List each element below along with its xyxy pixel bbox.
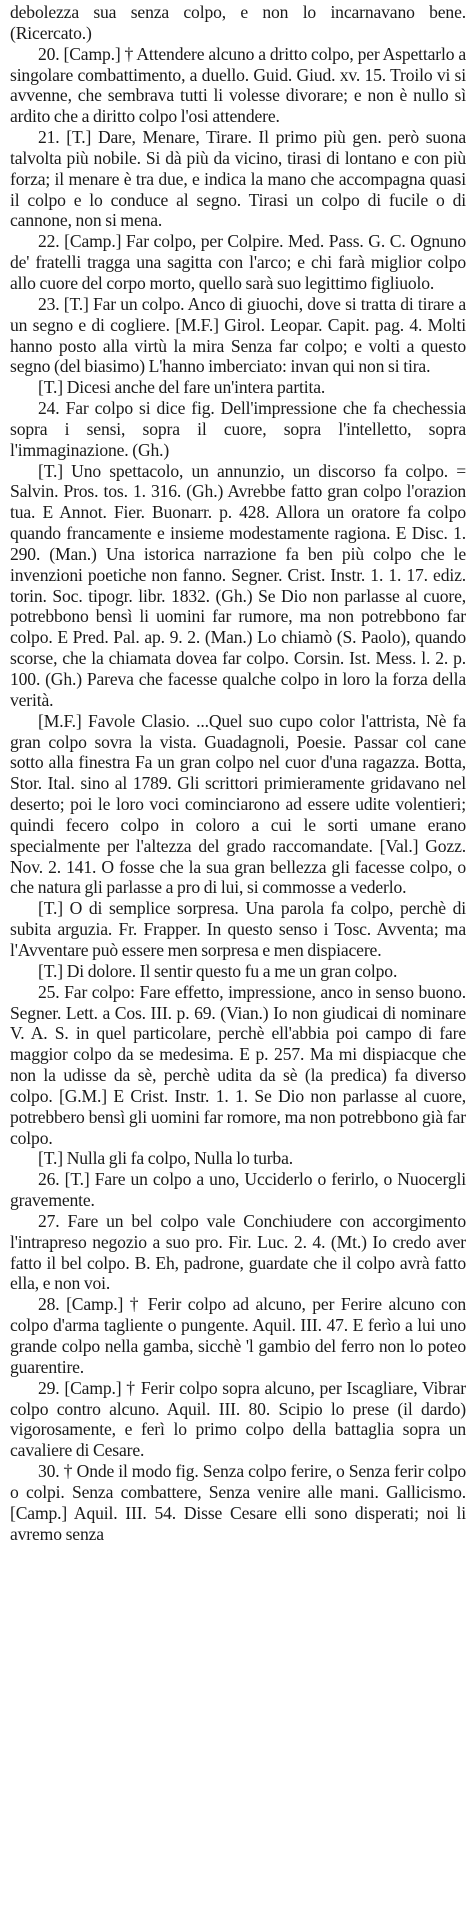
entry-paragraph: 20. [Camp.] † Attendere alcuno a dritto colpo, per Aspettarlo a singolare combattimento, a duello. Guid. Giud. xv. 15. Troilo vi si avvenne, che sembrava tutti li volesse divorare; e non è nullo sì ardito che a diritto colpo l'osi attendere. — [10, 43, 466, 127]
entry-paragraph: [T.] Dicesi anche del fare un'intera partita. — [38, 377, 326, 398]
entry-paragraph: 28. [Camp.] † Ferir colpo ad alcuno, per Ferire alcuno con colpo d'arma tagliente o pungente. Aquil. III. 47. E ferìo a lui uno grande colpo nella gamba, sicchè 'l gambio del ferro non lo poteo guarentire. — [10, 1294, 466, 1377]
entry-paragraph: [T.] O di semplice sorpresa. Una parola fa colpo, perchè di subita arguzia. Fr. Frapper. In questo senso i Tosc. Avventa; ma l'Avventare può essere men sorpresa e men dispiacere. — [10, 898, 466, 960]
entry-paragraph: debolezza sua senza colpo, e non lo incarnavano bene. (Ricercato.) — [10, 2, 466, 43]
entry-paragraph: [M.F.] Favole Clasio. ...Quel suo cupo color l'attrista, Nè fa gran colpo sovra la vista. Guadagnoli, Poesie. Passar col cane sotto alla finestra Fa un gran colpo nel cuor d'una ragazza. Botta, Stor. Ital. sino al 1789. Gli scrittori primieramente gridavano nel deserto; poi le loro voci cominciarono ad essere udite volentieri; quindi fecero colpo in coloro a cui le sorti umane erano specialmente per l'altezza del grado raccomandate. [Val.] Gozz. Nov. 2. 141. O fosse che la sua gran bellezza gli facesse colpo, o che natura gli parlasse a pro di lui, si commosse a vederlo. — [10, 710, 466, 898]
entry-paragraph: 29. [Camp.] † Ferir colpo sopra alcuno, per Iscagliare, Vibrar colpo contro alcuno. Aquil. III. 80. Scipio lo prese (il dardo) vigorosamente, e ferì lo primo colpo della battaglia sopra un cavaliere di Cesare. — [10, 1377, 466, 1461]
entry-paragraph: [T.] Nulla gli fa colpo, Nulla lo turba. — [38, 1148, 293, 1169]
entry-paragraph: [T.] Di dolore. Il sentir questo fu a me un gran colpo. — [38, 960, 398, 981]
entry-paragraph: 24. Far colpo si dice fig. Dell'impressione che fa chechessia sopra i sensi, sopra il cuore, sopra l'intelletto, sopra l'immaginazione. (Gh.) — [10, 398, 466, 460]
entry-paragraph: 21. [T.] Dare, Menare, Tirare. Il primo più gen. però suona talvolta più nobile. Si dà più da vicino, tirasi di lontano e con più forza; il menare è tra due, e indica la mano che accompagna quasi il colpo e lo conduce al segno. Tirasi un colpo di fucile o di cannone, non si mena. — [10, 127, 466, 231]
entry-paragraph: 22. [Camp.] Far colpo, per Colpire. Med. Pass. G. C. Ognuno de' fratelli tragga una sagitta con l'arco; e chi farà miglior colpo allo cuore del corpo morto, quello sarà suo legittimo figliuolo. — [10, 231, 466, 293]
entry-paragraph: [T.] Uno spettacolo, un annunzio, un discorso fa colpo. = Salvin. Pros. tos. 1. 316. (Gh.) Avrebbe fatto gran colpo l'orazion tua. E Annot. Fier. Buonarr. p. 428. Allora un oratore fa colpo quando francamente e insieme modestamente ragiona. E Disc. 1. 290. (Man.) Una istorica narrazione fa ben più colpo che le invenzioni poetiche non fanno. Segner. Crist. Instr. 1. 1. 17. ediz. torin. Soc. tipogr. libr. 1832. (Gh.) Se Dio non parlasse al cuore, potrebbono bensì li uomini far rumore, ma non potrebbono far colpo. E Pred. Pal. ap. 9. 2. (Man.) Lo chiamò (S. Paolo), quando scorse, che la chiamata dovea far colpo. Corsin. Ist. Mess. l. 2. p. 100. (Gh.) Pareva che facesse qualche colpo in loro la forza della verità. — [10, 460, 466, 710]
entry-paragraph: 27. Fare un bel colpo vale Conchiudere con accorgimento l'intrapreso negozio a suo pro. Fir. Luc. 2. 4. (Mt.) Io credo aver fatto il bel colpo. B. Eh, padrone, guardate che il colpo avrà fatto ella, e non voi. — [10, 1210, 466, 1294]
entry-paragraph: 25. Far colpo: Fare effetto, impressione, anco in senso buono. Segner. Lett. a Cos. III. p. 69. (Vian.) Io non giudicai di nominare V. A. S. in quel particolare, perchè ell'abbia poi campo di fare maggior colpo da se medesima. E p. 257. Ma mi dispiacque che non la udisse da sè, perchè udita da sè (la predica) fa diverso colpo. [G.M.] E Crist. Instr. 1. 1. Se Dio non parlasse al cuore, potrebbero bensì gli uomini far romore, ma non potrebbono già far colpo. — [10, 981, 466, 1148]
entry-paragraph: 26. [T.] Fare un colpo a uno, Ucciderlo o ferirlo, o Nuocergli gravemente. — [10, 1169, 466, 1211]
entry-paragraph: 30. † Onde il modo fig. Senza colpo ferire, o Senza ferir colpo o colpi. Senza combattere, Senza venire alle mani. Gallicismo. [Camp.] Aquil. III. 54. Disse Cesare elli sono disperati; noi li avremo senza — [10, 1461, 466, 1544]
entry-paragraph: 23. [T.] Far un colpo. Anco di giuochi, dove si tratta di tirare a un segno e di cogliere. [M.F.] Girol. Leopar. Capit. pag. 4. Molti hanno posto alla virtù la mira Senza far colpo; e volti a questo segno (del biasimo) L'hanno imberciato: invan qui non si tira. — [10, 293, 466, 377]
